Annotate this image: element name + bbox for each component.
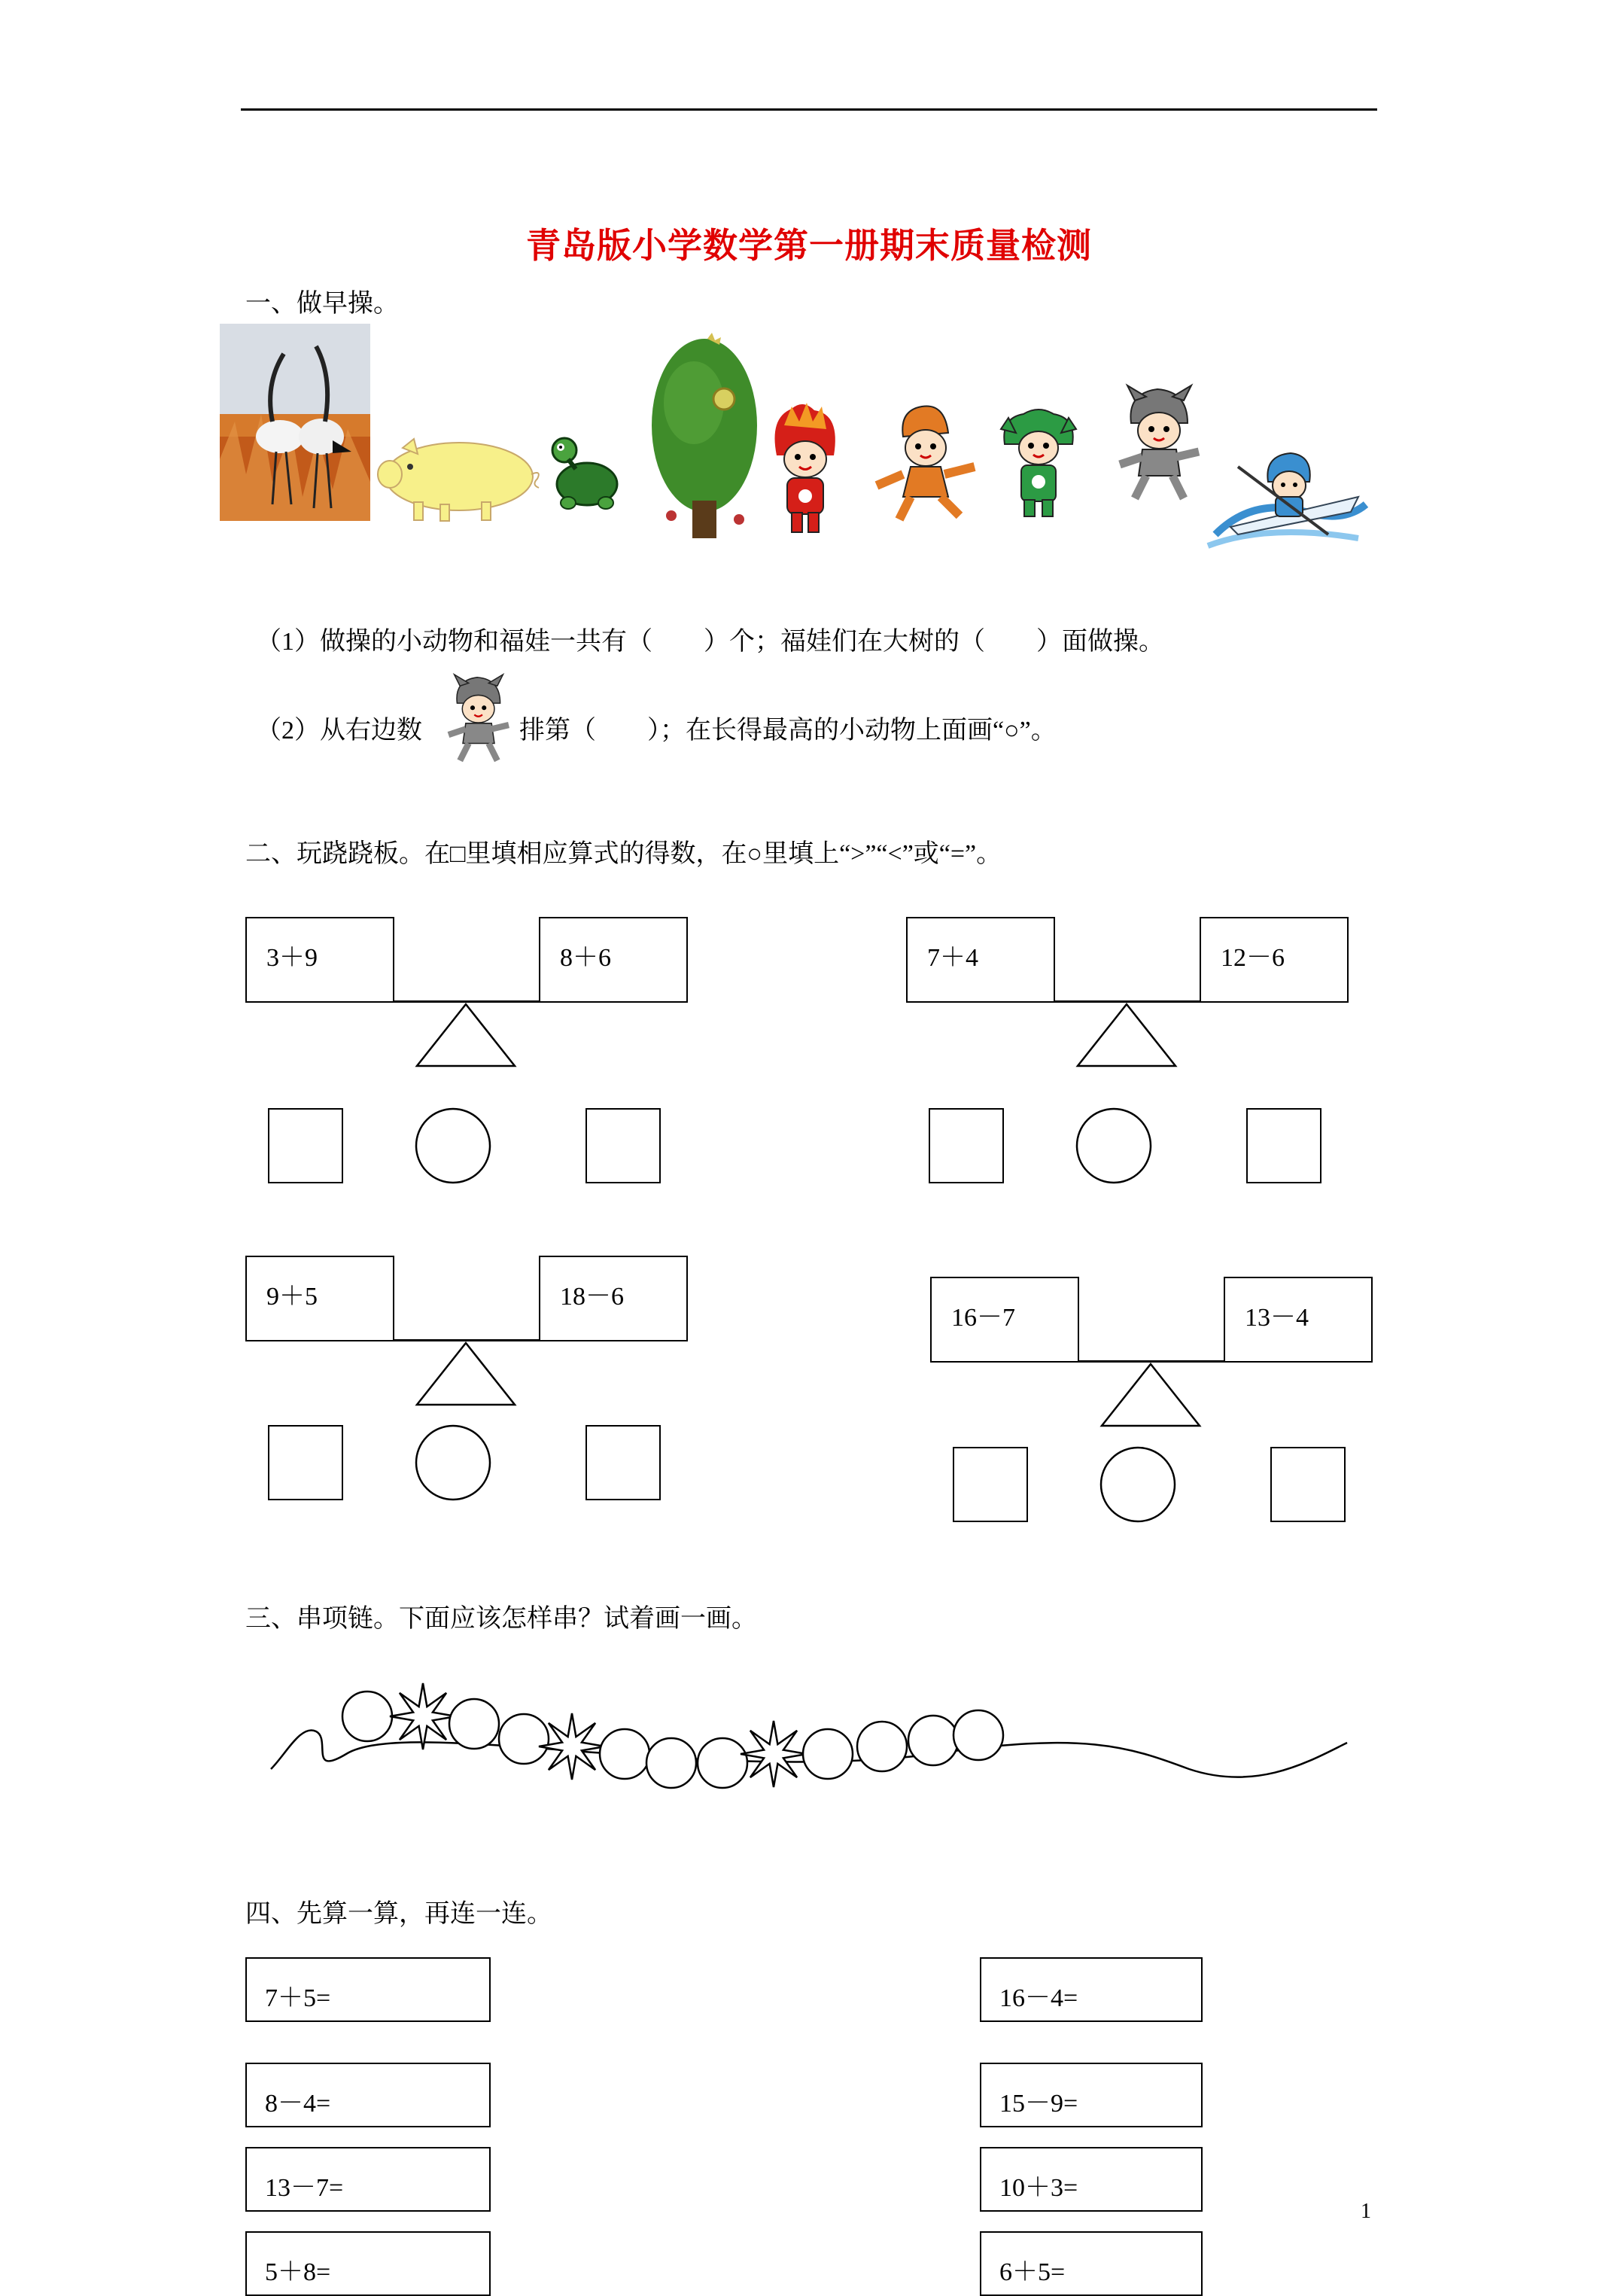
fuwa-orange-icon [869, 403, 982, 523]
compare-circle[interactable] [1099, 1445, 1177, 1524]
seesaw-left-expression-box [245, 917, 394, 1003]
answer-square-right[interactable] [1270, 1447, 1346, 1522]
calc-box-left-4 [245, 2231, 491, 2296]
calc-expression: 10＋3= [999, 2174, 1078, 2202]
section1-question2-suffix: 排第（ ）；在长得最高的小动物上面画“○”。 [519, 717, 1057, 745]
calc-box-right-1 [980, 1957, 1203, 2022]
calc-box-left-2 [245, 2063, 491, 2127]
calc-box-left-1 [245, 1957, 491, 2022]
calc-expression: 7＋5= [265, 1984, 331, 2012]
circle-bead [857, 1722, 907, 1771]
circle-bead [953, 1710, 1003, 1760]
page-number: 1 [1361, 2200, 1371, 2223]
answer-square-right[interactable] [1246, 1108, 1321, 1183]
answer-square-left[interactable] [268, 1108, 343, 1183]
seesaw-left-expression: 9＋5 [266, 1283, 318, 1311]
calc-expression: 15－9= [999, 2090, 1078, 2118]
calc-expression: 8－4= [265, 2090, 331, 2118]
section1-question2-prefix: （2）从右边数 [256, 717, 422, 745]
answer-square-right[interactable] [585, 1425, 661, 1500]
seesaw-left-expression: 3＋9 [266, 944, 318, 972]
seesaw-right-expression-box [539, 1256, 688, 1341]
tree-icon [649, 331, 760, 542]
circle-bead [646, 1738, 696, 1788]
seesaw-left-expression: 7＋4 [927, 944, 978, 972]
circle-bead [449, 1699, 499, 1749]
section2-heading: 二、玩跷跷板。在□里填相应算式的得数，在○里填上“>”“<”或“=”。 [245, 840, 1002, 868]
seesaw-right-expression: 8＋6 [560, 944, 611, 972]
circle-bead [499, 1714, 549, 1764]
seesaw-left-expression-box [906, 917, 1055, 1003]
fuwa-blue-icon [1208, 452, 1373, 550]
answer-square-left[interactable] [929, 1108, 1004, 1183]
page-title: 青岛版小学数学第一册期末质量检测 [526, 227, 1092, 265]
circle-bead [908, 1716, 958, 1765]
seesaw-left-expression: 16－7 [951, 1304, 1015, 1332]
compare-circle[interactable] [414, 1107, 492, 1185]
star-bead [390, 1683, 456, 1749]
seesaw-left-expression-box [245, 1256, 394, 1341]
fuwa-gray-small-icon [443, 674, 515, 766]
star-bead [539, 1713, 605, 1780]
crane-photo [220, 324, 370, 521]
fulcrum-triangle [415, 1341, 516, 1406]
header-rule [241, 108, 1377, 111]
circle-bead [342, 1692, 392, 1741]
calc-expression: 16－4= [999, 1984, 1078, 2012]
fulcrum-triangle [415, 1003, 516, 1067]
answer-square-right[interactable] [585, 1108, 661, 1183]
seesaw-left-expression-box [930, 1277, 1079, 1363]
fulcrum-triangle [1100, 1363, 1201, 1427]
seesaw-right-expression-box [1224, 1277, 1373, 1363]
calc-expression: 6＋5= [999, 2258, 1066, 2286]
seesaw-right-expression-box [539, 917, 688, 1003]
calc-expression: 13－7= [265, 2174, 344, 2202]
fulcrum-triangle [1076, 1003, 1177, 1067]
calc-box-left-3 [245, 2147, 491, 2212]
fuwa-red-icon [769, 403, 841, 535]
circle-bead [698, 1738, 747, 1788]
circle-bead [600, 1729, 649, 1779]
answer-square-left[interactable] [953, 1447, 1028, 1522]
fuwa-gray-icon [1112, 385, 1206, 506]
section3-heading: 三、串项链。下面应该怎样串？试着画一画。 [245, 1605, 757, 1633]
compare-circle[interactable] [414, 1424, 492, 1502]
seesaw-right-expression: 13－4 [1245, 1304, 1309, 1332]
turtle-icon [542, 428, 625, 514]
seesaw-right-expression-box [1200, 917, 1349, 1003]
section1-heading: 一、做早操。 [245, 290, 399, 318]
compare-circle[interactable] [1075, 1107, 1153, 1185]
calc-expression: 5＋8= [265, 2258, 331, 2286]
circle-bead [803, 1729, 853, 1779]
calc-box-right-2 [980, 2063, 1203, 2127]
section4-heading: 四、先算一算，再连一连。 [245, 1900, 552, 1928]
pig-icon [369, 433, 546, 523]
star-bead [741, 1721, 807, 1787]
seesaw-right-expression: 18－6 [560, 1283, 624, 1311]
calc-box-right-3 [980, 2147, 1203, 2212]
necklace-drawing[interactable] [256, 1671, 1370, 1807]
answer-square-left[interactable] [268, 1425, 343, 1500]
calc-box-right-4 [980, 2231, 1203, 2296]
seesaw-right-expression: 12－6 [1221, 944, 1285, 972]
section1-question1: （1）做操的小动物和福娃一共有（ ）个；福娃们在大树的（ ）面做操。 [256, 628, 1164, 656]
fuwa-green-icon [997, 407, 1080, 519]
